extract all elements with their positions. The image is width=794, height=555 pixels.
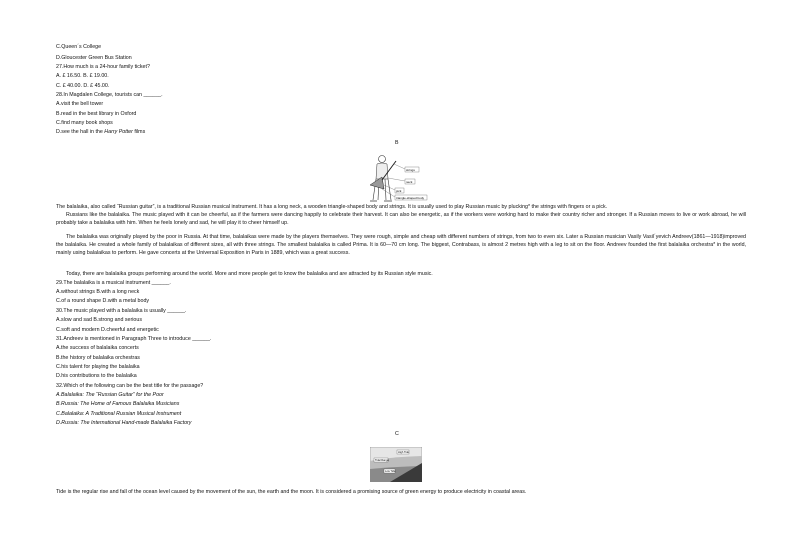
passage-b-paragraph-1: The balalaika, also called “Russian guitar”, is a traditional Russian musical instrument. It has a long neck, a wooden triangle-shaped body and strings. It is usually used to play Russian music by plucking* the strings with fingers or a pick. — [56, 204, 608, 210]
section-label-c: C — [395, 431, 399, 437]
balalaika-figure — [364, 153, 432, 203]
figure-label-low-tide: Low Tide — [385, 470, 396, 473]
figure-label-pick: pick — [396, 189, 402, 193]
passage-c-paragraph-1: Tide is the regular rise and fall of the ocean level caused by the movement of the sun, the earth and the moon. It is considered a promising source of green energy to produce electricity in coastal areas. — [56, 489, 527, 495]
question-line: 27.How much is a 24-hour family ticket? — [56, 64, 150, 70]
option-line: C.of a round shape D.with a metal body — [56, 298, 150, 304]
option-line: A.the success of balalaika concerts — [56, 345, 139, 351]
option-line: C.Queen´s College — [56, 44, 102, 50]
option-text: D.see the hall in the — [56, 129, 105, 135]
passage-b-paragraph-4: Today, there are balalaika groups performing around the world. More and more people get to know the balalaika and are attracted by its Russian style music. — [66, 271, 433, 277]
film-title: Harry Potter — [104, 129, 133, 135]
figure-label-tidal-range: Tidal Range — [375, 459, 389, 462]
figure-label-strings: strings — [406, 168, 415, 172]
question-31: 31.Andreev is mentioned in Paragraph Three to introduce ______. — [56, 336, 212, 342]
question-32: 32.Which of the following can be the best title for the passage? — [56, 383, 204, 389]
figure-label-neck: neck — [406, 180, 413, 184]
option-text: films — [132, 129, 146, 135]
section-label-b: B — [395, 140, 399, 146]
passage-b-paragraph-3: The balalaika was originally played by the poor in Russia. At that time, balalaikas were made by the players themselves. They were rough, simple and cheap with different numbers of strings, from two to even six. Later a Russian musician Vasily Vasil´yevich Andreev(1861—1918)improved the balalaika. He created a whole family of balalaikas of different sizes, all with three strings. The smallest balalaika is called Prima. It is 60—70 cm long. The biggest, Contrabass, is almost 2 metres high with a leg to sit on the floor. Andreev founded the first balalaika orchestra* in the world, mainly using balalaikas to perform. He gave concerts at the Universal Exposition in Paris in 1889, which was a great success. — [56, 234, 746, 257]
question-line: 28.In Magdalen College, tourists can ______. — [56, 92, 163, 98]
option-line: A.Balalaika: The “Russian Guitar” for the Poor — [56, 392, 164, 398]
figure-label-body: triangle-shaped body — [396, 196, 425, 200]
tide-figure — [370, 447, 422, 482]
option-line: D.his contributions to the balalaika — [56, 373, 137, 379]
option-line: A.slow and sad B.strong and serious — [56, 317, 142, 323]
tide-diagram — [370, 447, 422, 482]
question-30: 30.The music played with a balalaika is usually ______. — [56, 308, 187, 314]
option-line: A.without strings B.with a long neck — [56, 289, 140, 295]
figure-label-high-tide: High Tide — [398, 451, 409, 454]
option-line: C.soft and modern D.cheerful and energetic — [56, 327, 159, 333]
option-line: C. £ 40.00. D. £ 45.00. — [56, 83, 110, 89]
option-line: C.Balalaika: A Traditional Russian Musical Instrument — [56, 411, 182, 417]
option-line: B.Russia: The Home of Famous Balalaika Musicians — [56, 401, 180, 407]
option-line: D.Gloucester Green Bus Station — [56, 55, 132, 61]
option-line: C.his talent for playing the balalaika — [56, 364, 140, 370]
option-line: A.visit the bell tower — [56, 101, 104, 107]
question-29: 29.The balalaika is a musical instrument ______. — [56, 280, 171, 286]
balalaika-player-illustration — [364, 153, 432, 203]
option-line: C.find many book shops — [56, 120, 113, 126]
option-line: A. £ 16.50. B. £ 19.00. — [56, 73, 109, 79]
passage-b-paragraph-2: Russians like the balalaika. The music played with it can be cheerful, as if the farmers were dancing happily to celebrate their harvest. It can also be energetic, as if the workers were working hard to make their country richer and stronger. If a Russian moves to live or work abroad, he will probably take a balalaika with him. When he feels lonely and sad, he will play it to cheer himself up. — [56, 212, 746, 227]
option-line: B.read in the best library in Oxford — [56, 111, 137, 117]
option-line: D.Russia: The International Hand-made Balalaika Factory — [56, 420, 192, 426]
option-line: B.the history of balalaika orchestras — [56, 355, 140, 361]
option-line — [56, 129, 145, 135]
